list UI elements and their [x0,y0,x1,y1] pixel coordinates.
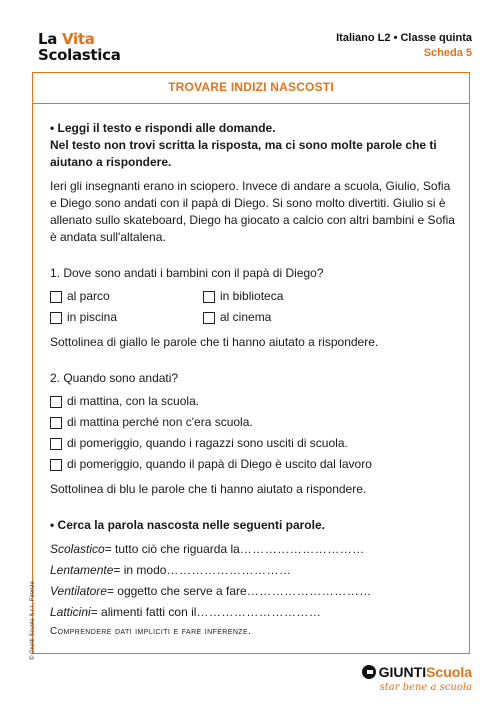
option-pomeriggio-ragazzi[interactable]: di pomeriggio, quando i ragazzi sono usciti di scuola. [50,433,460,454]
checkbox-icon[interactable] [203,291,215,303]
answer-blank[interactable]: ………………………… [166,563,292,577]
hidden-word-item[interactable]: Latticini = alimenti fatti con il ………………………… [50,605,322,619]
checkbox-icon[interactable] [203,312,215,324]
answer-blank[interactable]: ………………………… [196,605,322,619]
question-1-options [50,286,460,328]
title-divider [32,103,470,104]
option-mattina-scuola[interactable]: di mattina, con la scuola. [50,391,460,412]
option-in-biblioteca[interactable]: in biblioteca [203,288,356,305]
sheet-header [336,31,472,61]
publisher-brand [362,664,472,693]
logo-text-scolastica: Scolastica [38,46,121,64]
option-pomeriggio-papa[interactable]: di pomeriggio, quando il papà di Diego è uscito dal lavoro [50,454,460,475]
publisher-name: GIUNTI Scuola [362,664,472,680]
reading-passage: Ieri gli insegnanti erano in sciopero. Invece di andare a scuola, Giulio, Sofia e Diego sono andati con il papà di Diego. Si sono molto divertiti. Giulio si è allenato sullo skateboard, Diego ha giocato a calcio con altri bambini e Sofia è andata sull'altalena. [50,179,455,244]
question-2-options [50,391,460,475]
subject-label: Italiano L2 • Classe quinta [336,32,472,44]
option-al-cinema[interactable]: al cinema [203,309,356,326]
copyright-notice: © Giunti Scuola S.r.l., Firenze [30,581,36,660]
checkbox-icon[interactable] [50,396,62,408]
skill-footer: Comprendere dati impliciti e fare inferenze. [50,626,252,637]
question-1: 1. Dove sono andati i bambini con il papà di Diego? [50,266,324,280]
option-mattina-no-scuola[interactable]: di mattina perché non c'era scuola. [50,412,460,433]
publisher-slogan: star bene a scuola [379,682,472,693]
hidden-word-item[interactable]: Ventilatore = oggetto che serve a fare ………………………… [50,584,372,598]
giunti-logo-icon [362,665,376,679]
checkbox-icon[interactable] [50,459,62,471]
checkbox-icon[interactable] [50,417,62,429]
option-al-parco[interactable]: al parco [50,288,203,305]
answer-blank[interactable]: ………………………… [239,542,365,556]
hidden-word-item[interactable]: Scolastico = tutto ciò che riguarda la ………………………… [50,542,365,556]
sheet-number: Scheda 5 [423,47,472,59]
answer-blank[interactable]: ………………………… [246,584,372,598]
hidden-word-item[interactable]: Lentamente = in modo ………………………… [50,563,292,577]
instruction-line-2: Nel testo non trovi scritta la risposta, ma ci sono molte parole che ti aiutano a rispondere. [50,138,437,169]
instruction-line-1: • Leggi il testo e rispondi alle domande. [50,121,276,135]
section-2-heading: • Cerca la parola nascosta nelle seguenti parole. [50,518,325,532]
logo-text-la: La [38,30,63,48]
page-title: TROVARE INDIZI NASCOSTI [168,80,334,94]
magazine-logo [38,31,121,63]
checkbox-icon[interactable] [50,291,62,303]
checkbox-icon[interactable] [50,438,62,450]
question-1-note: Sottolinea di giallo le parole che ti hanno aiutato a rispondere. [50,335,379,349]
logo-text-vita: Vita [62,30,95,48]
option-in-piscina[interactable]: in piscina [50,309,203,326]
question-2-note: Sottolinea di blu le parole che ti hanno aiutato a rispondere. [50,482,367,496]
checkbox-icon[interactable] [50,312,62,324]
hidden-word-list [50,539,460,623]
question-2: 2. Quando sono andati? [50,371,179,385]
worksheet-body [50,120,460,623]
